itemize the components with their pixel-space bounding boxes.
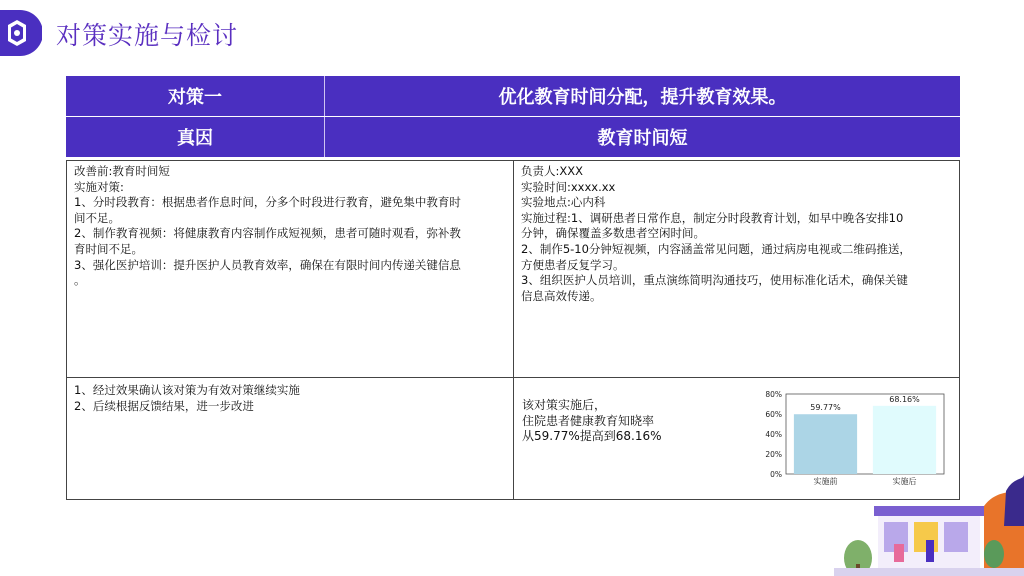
page-title: 对策实施与检讨 (56, 21, 239, 50)
text-line: 负责人:XXX (521, 164, 584, 178)
text-line: 2、后续根据反馈结果，进一步改进 (74, 398, 254, 413)
y-tick-label: 80% (765, 390, 782, 399)
text-line: 信息高效传递。 (521, 288, 602, 303)
countermeasure-label: 对策一 (66, 76, 325, 116)
text-line: 1、经过效果确认该对策为有效对策继续实施 (74, 383, 300, 397)
decorative-building-illustration (834, 466, 1024, 576)
text-line: 育时间不足。 (74, 241, 143, 256)
text-line: 方便患者反复学习。 (521, 257, 625, 272)
y-tick-label: 0% (770, 470, 782, 479)
text-line: 住院患者健康教育知晓率 (522, 413, 655, 428)
bar-data-label: 59.77% (810, 403, 841, 413)
text-line: 分钟，确保覆盖多数患者空闲时间。 (521, 226, 705, 241)
y-tick-label: 20% (765, 450, 782, 459)
y-tick-label: 40% (765, 430, 782, 439)
y-tick-label: 60% (765, 410, 782, 419)
x-tick-label: 实施前 (813, 477, 838, 486)
text-line: 该对策实施后， (522, 398, 607, 412)
text-line: 3、强化医护培训：提升医护人员教育效率，确保在有限时间内传递关键信息 (74, 257, 461, 272)
text-line: 实施过程:1、调研患者日常作息，制定分时段教育计划，如早中晚各安排10 (521, 210, 904, 225)
implementation-process-cell (514, 161, 960, 377)
hexagon-badge-icon (0, 10, 42, 56)
bar-data-label: 68.16% (889, 394, 920, 404)
text-line: 实验地点:心内科 (521, 195, 606, 210)
root-cause-label: 真因 (66, 117, 325, 157)
text-line: 改善前:教育时间短 (74, 164, 170, 178)
text-line: 实施对策: (74, 179, 124, 194)
conclusion-cell (67, 378, 513, 500)
text-line: 2、制作5-10分钟短视频，内容涵盖常见问题，通过病房电视或二维码推送， (521, 241, 911, 256)
countermeasure-value: 优化教育时间分配，提升教育效果。 (498, 87, 787, 108)
result-text (522, 398, 662, 445)
x-tick-label: 实施后 (892, 477, 917, 486)
text-line: 1、分时段教育：根据患者作息时间，分多个时段进行教育，避免集中教育时 (74, 195, 461, 210)
text-line: 3、组织医护人员培训，重点演练简明沟通技巧，使用标准化话术，确保关键 (521, 273, 908, 288)
root-cause-header-row (66, 117, 960, 157)
text-line: 2、制作教育视频：将健康教育内容制作成短视频，患者可随时观看，弥补教 (74, 226, 461, 241)
text-line: 实验时间:xxxx.xx (521, 179, 616, 194)
countermeasure-header-row (66, 76, 960, 116)
before-improvement-cell (67, 161, 513, 377)
bar (873, 406, 936, 474)
root-cause-value: 教育时间短 (597, 128, 688, 149)
text-line: 。 (74, 273, 86, 288)
text-line: 间不足。 (74, 210, 120, 225)
content-grid (66, 160, 960, 500)
text-line: 从59.77%提高到68.16% (522, 429, 662, 443)
